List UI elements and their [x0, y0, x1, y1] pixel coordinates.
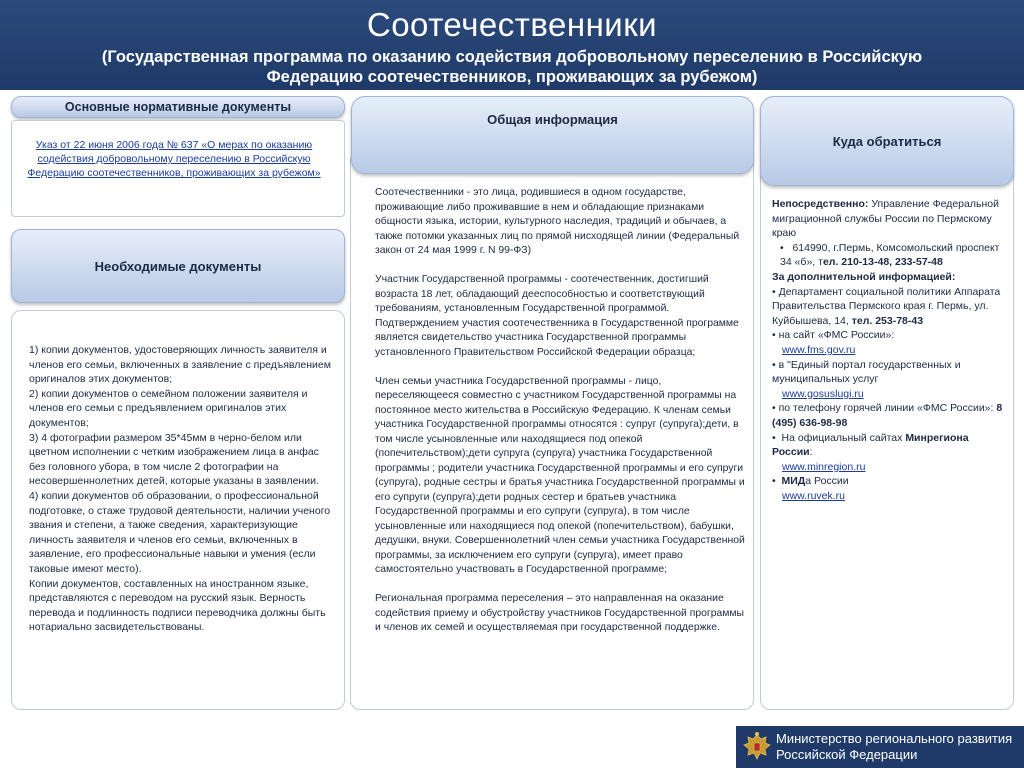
page-header [0, 0, 1024, 90]
mid-link[interactable]: www.ruvek.ru [782, 489, 846, 502]
more-info-item [772, 270, 1008, 285]
hotline-item: • по телефону горячей линии «ФМС России»: 8 (495) 636-98-98 [772, 402, 1003, 429]
fms-address-item: • 614990, г.Пермь, Комсомольский проспект 34 «б», тел. 210-13-48, 233-57-48 [780, 241, 1000, 269]
dept-item: • Департамент социальной политики Аппарата Правительства Пермского края г. Пермь, ул. Куйбышева, 14, тел. 253-78-43 [772, 285, 1001, 327]
direct-text: Управление Федеральной миграционной службы России по Пермскому краю [772, 198, 999, 240]
gosuslugi-item: • в "Единый портал государственных и муниципальных услуг www.gosuslugi.ru [772, 358, 961, 400]
hotline-phone: 8 (495) 636-98-98 [772, 402, 1003, 429]
minregion-label: На официальный сайтах [781, 431, 903, 444]
ministry-name: Министерство регионального развития Российской Федерации [776, 731, 1013, 762]
dept-phone: тел. 253-78-43 [851, 314, 924, 327]
minregion-link[interactable]: www.minregion.ru [782, 460, 866, 473]
hotline-label: по телефону горячей линии «ФМС России»: [778, 402, 994, 415]
decree-link[interactable]: Указ от 22 июня 2006 года № 637 «О мерах по оказанию содействия добровольному переселению в Российскую Федерацию соотечественников, проживающих за рубежом» [27, 139, 321, 179]
minregion-item: • На официальный сайтах Минрегиона России: www.minregion.ru [772, 431, 969, 473]
dept-text: Департамент социальной политики Аппарата Правительства Пермского края г. Пермь, ул. Куйбышева, 14, [772, 285, 1001, 327]
general-info-title: Общая информация [487, 111, 618, 127]
page-subtitle: (Государственная программа по оказанию содействия добровольному переселению в Российскую Федерацию соотечественников, проживающих за рубежом) [101, 48, 923, 86]
fms-site-label: на сайт «ФМС России»: [778, 329, 895, 342]
general-info-header [351, 96, 754, 174]
ministry-footer [736, 726, 1024, 768]
gosuslugi-label: в "Единый портал государственных и муниципальных услуг [772, 358, 961, 386]
mid-bold: МИД [781, 475, 806, 488]
required-docs-header [11, 229, 345, 303]
normative-docs-header [11, 96, 345, 118]
contacts-title: Куда обратиться [832, 133, 942, 149]
required-docs-text: 1) копии документов, удостоверяющих личность заявителя и членов его семьи, включенных в заявление с предъявлением оригиналов этих документов; 2) копии документов о семейном положении заявителя и членов его семьи с предъявлением оригиналов этих документов; 3) 4 фотографии размером 35*45мм в черно-белом или цветном исполнении с четким изображением лица в анфас без головного убора, в том числе 2 фотографии на несовершеннолетних детей, которые указаны в заявлении. 4) копии документов об образовании, о профессиональной подготовке, о стаже трудовой деятельности, наличии ученого звания и степени, а также сведения, характеризующие личность заявителя и членов его семьи, включенных в заявление, его профессиональные навыки и умения (если таковые имеют место). Копии документов, составленных на иностранном языке, представляются с переводом на русский язык. Верность перевода и подлинность подписи переводчика должны быть нотариально засвидетельствованы. [29, 344, 331, 634]
mid-rest: а России [805, 475, 849, 488]
contacts-list [772, 197, 1008, 503]
gosuslugi-link[interactable]: www.gosuslugi.ru [782, 387, 864, 400]
fms-site-link[interactable]: www.fms.gov.ru [782, 343, 856, 356]
more-info-label: За дополнительной информацией: [772, 270, 956, 283]
general-info-text: Соотечественники - это лица, родившиеся в одном государстве, проживающие либо проживавшие в нем и обладающие признаками общности языка, истории, культурного наследия, традиций и обычаев, а также потомки указанных лиц по прямой нисходящей линии (Федеральный закон от 24 мая 1999 г. N 99-ФЗ) Участник Государственной программы - соотечественник, достигший возраста 18 лет, обладающий дееспособностью и соответствующий требованиям, установленным Государственной программой. Подтверждением участия соотечественника в Государственной программе является свидетельство участника Государственной программы установленного Правительством Российской Федерации образца; Член семьи участника Государственной программы - лицо, переселяющееся совместно с участником Государственной программы на постоянное место жительства в Российскую Федерацию. К членам семьи участника Государственной программы относятся : супруг (супруга);дети, в том числе усыновленные или находящиеся под опекой (попечительством);дети супруга (супруга) участника Государственной программы ; родители участника Государственной программы и его супруги (супруга), родные сестры и братья участника Государственной программы и его супруги (супруга);дети родных сестер и братьев участника Государственной программы и его супруги (супруга), в том числе усыновленные или находящиеся под опекой (попечительством), бабушки, дедушки, внуки. Совершеннолетний член семьи участника Государственной программы, за исключением его супруги (супруга), имеет право самостоятельно участвовать в Государственной программе; Региональная программа переселения – это направленная на оказание содействия приему и обустройству участников Государственной программы и членов их семей и осуществляемая при государственной поддержке. [375, 187, 745, 633]
coat-of-arms-icon [742, 731, 772, 763]
fms-phone: ел. 210-13-48, 233-57-48 [822, 256, 943, 269]
direct-contact [772, 197, 1008, 241]
page-title: Соотечественники [366, 6, 658, 43]
fms-site-item: • на сайт «ФМС России»: www.fms.gov.ru [772, 329, 895, 356]
contacts-header [760, 96, 1014, 186]
required-docs-title: Необходимые документы [94, 258, 262, 274]
fms-address: 614990, г.Пермь, Комсомольский проспект 34 «б», т [780, 241, 1000, 269]
normative-docs-title: Основные нормативные документы [64, 100, 292, 114]
mid-item: • МИДа России www.ruvek.ru [772, 475, 849, 502]
direct-label: Непосредственно: [772, 198, 869, 210]
minregion-bold: Минрегиона России [772, 431, 969, 459]
